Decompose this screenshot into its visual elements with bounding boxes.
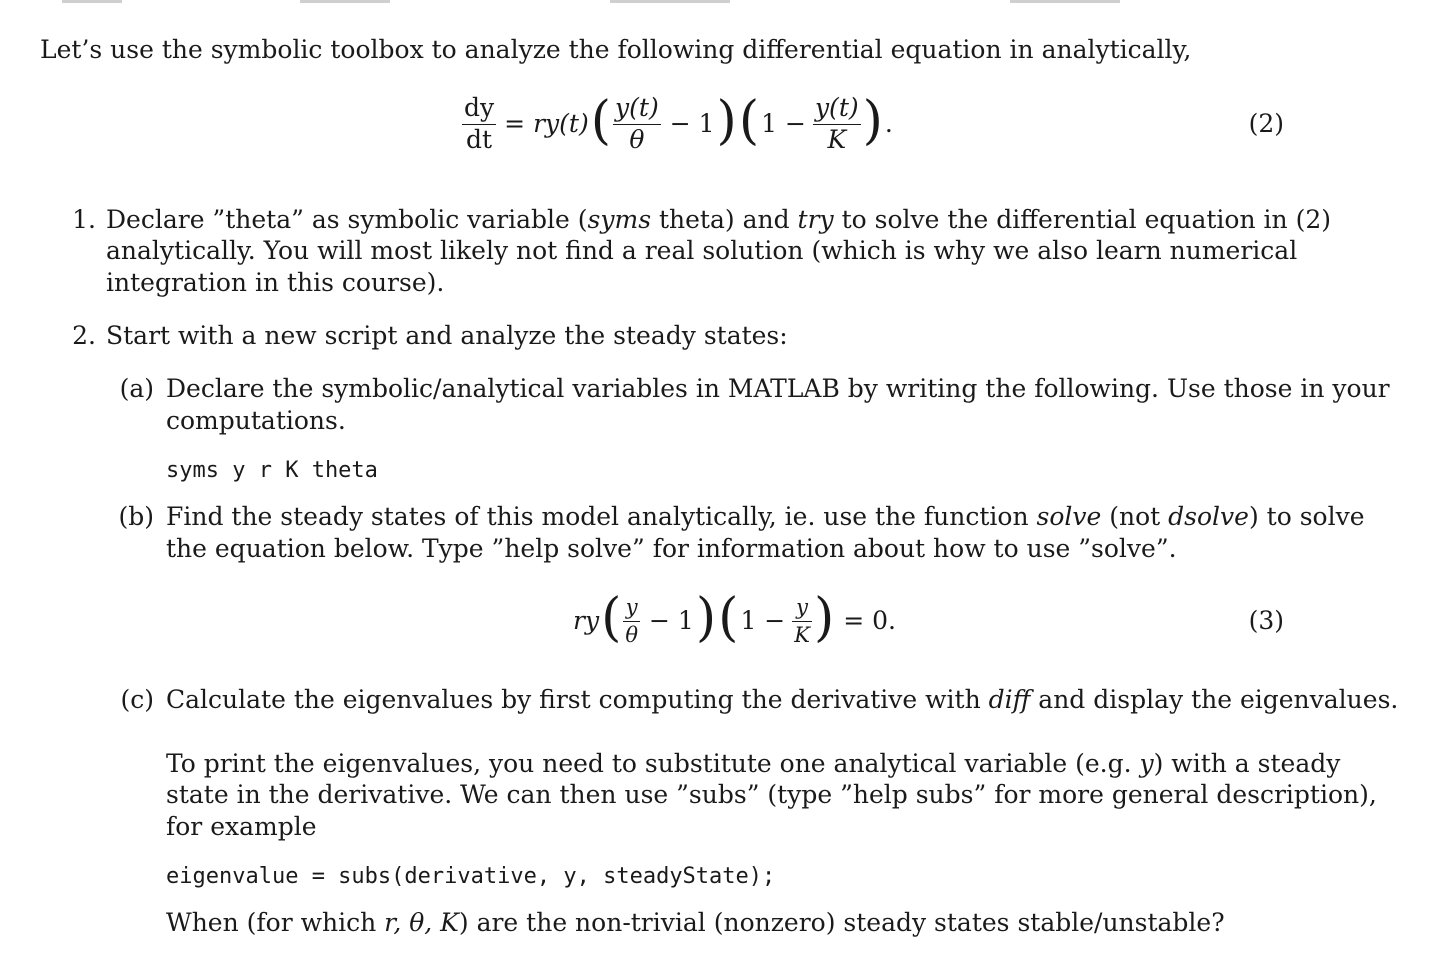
sub-c-para-y: y [1139,749,1154,778]
eq2-paren-close-2: ) [862,91,883,151]
equation-2 [461,88,894,160]
sub-c-para-line-3: for example [166,812,317,841]
eq3-fraction-2 [792,596,812,645]
item-1-text-c: to solve the differential equation in (2) [833,205,1331,234]
sub-c-para-line-2: state in the derivative. We can then use ”subs” (type ”help subs” for more general description), [166,780,1377,809]
sub-c-final-vars: r, θ, K [384,908,459,937]
sub-c-code: eigenvalue = subs(derivative, y, steadyState); [166,864,776,889]
equation-2-label: (2) [1248,109,1284,138]
sub-c-final-question [166,907,1225,939]
eq2-paren-close-1: ) [716,91,737,151]
eq3-frac2-num: y [792,596,812,621]
eq3-paren-open-1: ( [601,588,622,648]
item-2-text: Start with a new script and analyze the steady states: [106,321,788,350]
eq2-paren-open-2: ( [738,91,760,151]
item-1-try: try [797,205,834,234]
eq2-lhs-den: dt [466,124,493,154]
item-1-number: 1. [72,205,96,234]
eq2-fraction-2 [813,95,861,153]
eq2-paren-open-1: ( [590,91,612,151]
eq3-paren-close-1: ) [695,588,717,648]
sub-b-text-a: Find the steady states of this model analytically, ie. use the function [166,502,1037,531]
eq2-frac1-num: y(t) [613,95,661,124]
eq2-lhs-fraction [462,95,496,153]
eq2-frac2-num: y(t) [813,95,861,124]
sub-b-dsolve: dsolve [1168,502,1249,531]
eq3-one-minus: 1 − [740,606,786,636]
sub-b-text-b: (not [1101,502,1169,531]
sub-c-final-text-b: ) are the non-trivial (nonzero) steady states stable/unstable? [458,908,1225,937]
sub-a-code: syms y r K theta [166,458,378,483]
sub-b-line-1 [166,501,1365,533]
eq2-minus-one: − 1 [669,109,715,139]
eq3-frac1-den: θ [625,622,639,647]
equation-3 [572,586,897,656]
cropped-previous-line [0,0,1442,6]
eq2-equals: = [504,109,526,139]
item-1-line-2: analytically. You will most likely not find a real solution (which is why we also learn numerical [106,236,1298,265]
eq3-ry: ry [573,606,600,636]
eq2-lhs-num: dy [462,95,496,124]
eq3-minus-one: − 1 [649,606,694,636]
sub-b-label: (b) [118,502,154,531]
sub-c-diff: diff [988,685,1031,714]
item-1-syms: syms [587,205,652,234]
eq2-frac2-den: K [827,124,847,154]
eq3-rhs: = 0. [843,606,896,636]
eq2-one-minus: 1 − [761,109,806,139]
item-1-line-1 [106,204,1331,236]
eq2-period: . [884,109,893,139]
sub-a-label: (a) [119,374,154,403]
item-1-text-b: theta) and [651,205,798,234]
sub-c-para-text-b: ) with a steady [1153,749,1341,778]
sub-b-text-c: ) to solve [1248,502,1365,531]
item-1-text-a: Declare ”theta” as symbolic variable ( [106,205,588,234]
item-1-line-3: integration in this course). [106,268,445,297]
sub-b-line-2: the equation below. Type ”help solve” for information about how to use ”solve”. [166,534,1177,563]
sub-a-line-2: computations. [166,406,346,435]
equation-3-label: (3) [1248,606,1284,635]
eq3-frac2-den: K [794,622,810,647]
sub-c-label: (c) [120,685,154,714]
intro-text: Let’s use the symbolic toolbox to analyze the following differential equation in analytically, [40,35,1192,64]
eq3-paren-open-2: ( [718,588,739,648]
sub-c-final-text-a: When (for which [166,908,385,937]
eq2-fraction-1 [613,95,661,153]
eq2-frac1-den: θ [629,124,645,154]
sub-c-text-b: and display the eigenvalues. [1030,685,1399,714]
eq3-fraction-1 [623,596,640,645]
sub-b-solve: solve [1036,502,1102,531]
eq3-paren-close-2: ) [813,588,835,648]
sub-c-para-line-1 [166,748,1340,780]
sub-c-para-text-a: To print the eigenvalues, you need to substitute one analytical variable (e.g. [166,749,1140,778]
eq3-frac1-num: y [623,596,640,621]
sub-c-text-a: Calculate the eigenvalues by first computing the derivative with [166,685,989,714]
item-2-number: 2. [72,321,96,350]
eq2-ry: ry(t) [533,109,589,139]
sub-a-line-1: Declare the symbolic/analytical variables in MATLAB by writing the following. Use those in your [166,374,1390,403]
sub-c-line-1 [166,684,1398,716]
